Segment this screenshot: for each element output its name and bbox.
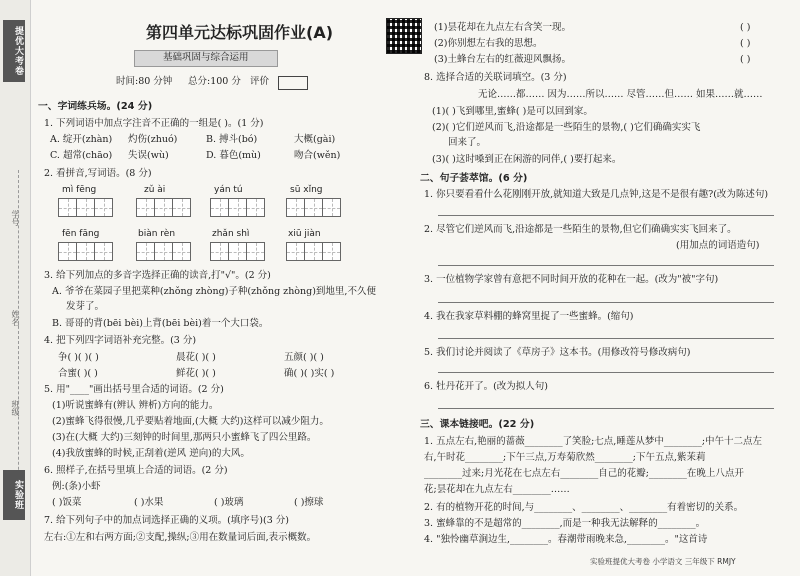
q7-item: (1)昙花却在九点左右含笑一现。	[434, 22, 571, 33]
page-title: 第四单元达标巩固作业(A)	[146, 23, 334, 42]
answer-line[interactable]	[438, 338, 774, 339]
pinyin: fēn fāng	[62, 229, 100, 239]
q8-item[interactable]: (3)( )这时嗓到正在闲游的同伴,( )要打起来。	[432, 154, 622, 165]
question-7: 7. 给下列句子中的加点词选择正确的义项。(填序号)(3 分)	[44, 515, 289, 526]
cut-line	[18, 170, 19, 510]
score-label: 评价	[250, 76, 270, 87]
q7-item: (2)你别想左右我的思想。	[434, 38, 543, 49]
qr-code	[386, 18, 422, 54]
q6-blank[interactable]: ( )玻璃	[214, 497, 244, 508]
idiom-blank[interactable]: 合蜜( )( )	[58, 368, 98, 379]
q1-option[interactable]: A. 绽开(zhàn)	[50, 134, 113, 145]
q1-option: 大概(gài)	[294, 134, 336, 145]
question-5: 5. 用"____"画出括号里合适的词语。(2 分)	[44, 384, 224, 395]
answer-line[interactable]	[438, 372, 774, 373]
idiom-blank[interactable]: 鲜花( )( )	[176, 368, 216, 379]
answer-line[interactable]	[438, 265, 774, 266]
score-box[interactable]	[278, 76, 308, 90]
sentence-task: 1. 你只要看看什么花刚刚开放,就知道大致是几点钟,这是不是很有趣?(改为陈述句)	[424, 189, 769, 200]
sentence-task: 3. 一位植物学家曾有意把不同时间开放的花种在一起。(改为"被"字句)	[424, 274, 719, 285]
student-number-label: 学号	[11, 210, 20, 226]
q7-answer-blank[interactable]: ( )	[740, 22, 751, 33]
question-8: 8. 选择合适的关联词填空。(3 分)	[424, 72, 567, 83]
q1-option[interactable]: B. 搏斗(bó)	[206, 134, 258, 145]
textbook-fill[interactable]: 右,午时花________;下午三点,万寿菊欣然________;下午五点,紫茉莉	[424, 452, 706, 463]
question-3: 3. 给下列加点的多音字选择正确的读音,打"√"。(2 分)	[44, 270, 271, 281]
writing-grid[interactable]	[286, 242, 340, 261]
q3-item-a-cont: 发芽了。	[66, 301, 105, 312]
pinyin: zhǎn shì	[212, 229, 250, 239]
q5-item[interactable]: (3)在(大概 大约)三刻钟的时间里,那两只小蜜蜂飞了四公里路。	[52, 432, 317, 443]
sentence-task: 4. 我在我家草料棚的蜂窝里捉了一些蜜蜂。(缩句)	[424, 311, 634, 322]
idiom-blank[interactable]: 五颜( )( )	[284, 352, 324, 363]
page-footer: 实验班提优大考卷 小学语文 三年级下 RMJY	[590, 557, 736, 566]
spine-logo-bottom: 实验班	[3, 470, 25, 520]
spine-logo: 提优大考卷	[3, 20, 25, 82]
pinyin: mì fēng	[62, 185, 97, 195]
writing-grid[interactable]	[286, 198, 340, 217]
q7-item: (3)土蜂台左右的红薇迎风飘扬。	[434, 54, 571, 65]
idiom-blank[interactable]: 晨花( )( )	[176, 352, 216, 363]
pinyin: xiū jiàn	[288, 229, 321, 239]
writing-grid[interactable]	[58, 198, 112, 217]
q6-blank[interactable]: ( )饭菜	[52, 497, 82, 508]
textbook-fill[interactable]: ________过来;月光花在七点左右________自己的花瓣;________在晚上八点开	[424, 468, 744, 479]
q1-option: 吻合(wěn)	[294, 150, 341, 161]
q1-option: 失误(wù)	[128, 150, 169, 161]
writing-grid[interactable]	[210, 198, 264, 217]
textbook-fill[interactable]: 1. 五点左右,艳丽的蔷薇________了笑脸;七点,睡莲从梦中________;中午十二点左	[424, 436, 763, 447]
question-6: 6. 照样子,在括号里填上合适的词语。(2 分)	[44, 465, 228, 476]
total-score: 总分:100 分	[188, 76, 241, 87]
q1-option: 灼伤(zhuó)	[128, 134, 178, 145]
page-subtitle: 基础巩固与综合运用	[134, 50, 278, 67]
writing-grid[interactable]	[210, 242, 264, 261]
q6-blank[interactable]: ( )擦球	[294, 497, 324, 508]
sentence-task: 5. 我们讨论并阅读了《草房子》这本书。(用修改符号修改病句)	[424, 347, 691, 358]
writing-grid[interactable]	[136, 242, 190, 261]
q6-blank[interactable]: ( )水果	[134, 497, 164, 508]
time-limit: 时间:80 分钟	[116, 76, 173, 87]
q3-item-a[interactable]: A. 爷爷在菜园子里把菜种(zhǒng zhòng)子种(zhǒng zhòng)到地里,不久便	[52, 286, 376, 297]
idiom-blank[interactable]: 争( )( )( )	[58, 352, 99, 363]
answer-line[interactable]	[438, 408, 774, 409]
section-2-title: 二、句子荟萃馆。(6 分)	[420, 173, 528, 184]
q7-answer-blank[interactable]: ( )	[740, 38, 751, 49]
pinyin: yán tú	[214, 185, 243, 195]
pinyin: zǔ ài	[144, 185, 166, 195]
q7-definition: 左右:①左和右两方面;②支配,操纵;③用在数量词后面,表示概数。	[44, 532, 317, 543]
sentence-task: 2. 尽管它们逆风而飞,沿途都是一些陌生的景物,但它们确确实实飞回来了。	[424, 224, 737, 235]
q8-item-cont: 回来了。	[448, 137, 487, 148]
section-1-title: 一、字词练兵场。(24 分)	[38, 101, 153, 112]
q5-item[interactable]: (4)我放蜜蜂的时候,正刮着(逆风 逆向)的大风。	[52, 448, 250, 459]
q7-answer-blank[interactable]: ( )	[740, 54, 751, 65]
pinyin: biàn rèn	[138, 229, 176, 239]
conjunction-word-bank: 无论……都…… 因为……所以…… 尽管……但…… 如果……就……	[478, 89, 763, 100]
student-name-label: 姓名	[11, 310, 20, 326]
pinyin: sū xǐng	[290, 185, 323, 195]
q5-item[interactable]: (1)听说蜜蜂有(辨认 辨析)方向的能力。	[52, 400, 219, 411]
class-label: 班级	[11, 400, 20, 416]
q6-example: 例:(条)小虾	[52, 481, 101, 492]
q1-option[interactable]: D. 暮色(mù)	[206, 150, 261, 161]
question-2: 2. 看拼音,写词语。(8 分)	[44, 168, 152, 179]
writing-grid[interactable]	[136, 198, 190, 217]
q8-item[interactable]: (2)( )它们逆风而飞,沿途都是一些陌生的景物,( )它们确确实实飞	[432, 122, 701, 133]
section-3-title: 三、课本链接吧。(22 分)	[420, 419, 535, 430]
q3-item-b[interactable]: B. 哥哥的背(bēi bèi)上背(bēi bèi)着一个大口袋。	[52, 318, 269, 329]
question-1: 1. 下列词语中加点字注音不正确的一组是( )。(1 分)	[44, 118, 264, 129]
q8-item[interactable]: (1)( )飞到哪里,蜜蜂( )是可以回到家。	[432, 106, 593, 117]
idiom-blank[interactable]: 确( )( )实( )	[284, 368, 335, 379]
q1-option[interactable]: C. 超常(chāo)	[50, 150, 113, 161]
answer-line[interactable]	[438, 302, 774, 303]
textbook-fill[interactable]: 3. 蜜蜂靠的不是超常的________,而是一种我无法解释的________。	[424, 518, 706, 529]
writing-grid[interactable]	[58, 242, 112, 261]
textbook-fill[interactable]: 花;昙花却在九点左右________……	[424, 484, 570, 495]
textbook-fill[interactable]: 2. 有的植物开花的时间,与________、________、________有着密切的关系。	[424, 502, 744, 513]
sentence-task: 6. 牡丹花开了。(改为拟人句)	[424, 381, 548, 392]
question-4: 4. 把下列四字词语补充完整。(3 分)	[44, 335, 197, 346]
textbook-fill[interactable]: 4. "独怜幽草涧边生,________。春潮带雨晚来急,________。"这首诗	[424, 534, 708, 545]
binding-spine	[0, 0, 31, 576]
q5-item[interactable]: (2)蜜蜂飞得很慢,几乎要贴着地面,(大概 大约)这样可以减少阻力。	[52, 416, 329, 427]
answer-line[interactable]	[438, 215, 774, 216]
sentence-task-note: (用加点的词语造句)	[676, 240, 760, 251]
